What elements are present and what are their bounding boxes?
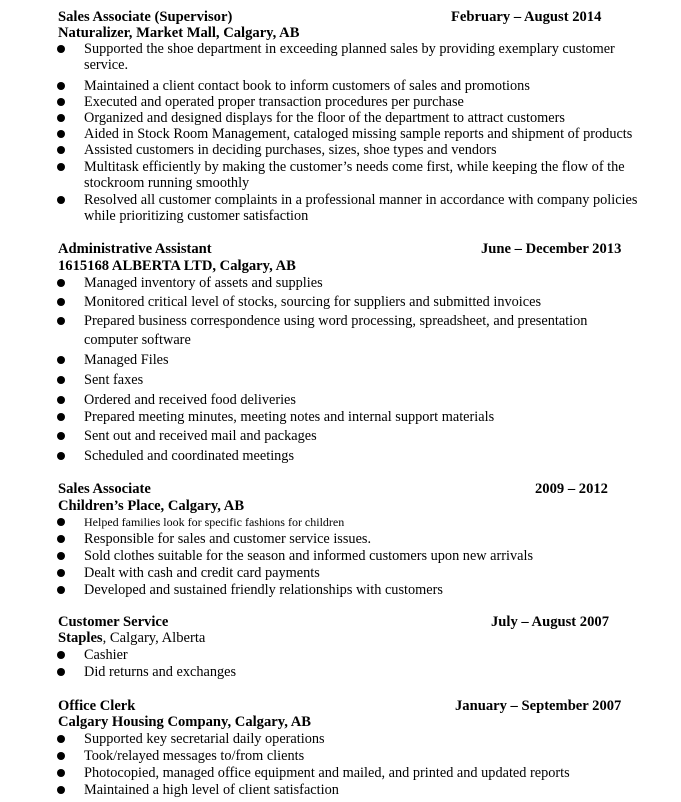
job-employer: Children’s Place, Calgary, AB <box>58 498 245 514</box>
list-item: Developed and sustained friendly relationships with customers <box>84 582 443 598</box>
list-item: Organized and designed displays for the floor of the department to attract customers <box>84 110 565 126</box>
list-item: Supported the shoe department in exceeding planned sales by providing exemplary customer <box>84 41 615 57</box>
bullet-icon <box>57 552 65 560</box>
list-item: Prepared business correspondence using word processing, spreadsheet, and presentation <box>84 313 588 329</box>
job-title: Sales Associate <box>58 481 151 497</box>
list-item-continuation: stockroom running smoothly <box>84 175 250 191</box>
bullet-icon <box>57 98 65 106</box>
list-item: Aided in Stock Room Management, cataloged missing sample reports and shipment of products <box>84 126 633 142</box>
employer-name: Staples <box>58 630 103 646</box>
list-item-continuation: service. <box>84 57 129 73</box>
bullet-icon <box>57 786 65 794</box>
job-title: Administrative Assistant <box>58 241 212 257</box>
employer-location: , Calgary, Alberta <box>102 630 206 646</box>
bullet-icon <box>57 279 65 287</box>
list-item: Cashier <box>84 647 128 663</box>
list-item: Scheduled and coordinated meetings <box>84 448 295 464</box>
bullet-icon <box>57 356 65 364</box>
bullet-icon <box>57 432 65 440</box>
bullet-icon <box>57 413 65 421</box>
list-item: Prepared meeting minutes, meeting notes and internal support materials <box>84 409 495 425</box>
list-item: Maintained a high level of client satisfaction <box>84 782 339 798</box>
list-item: Responsible for sales and customer service issues. <box>84 531 372 547</box>
bullet-icon <box>57 668 65 676</box>
list-item: Managed Files <box>84 352 169 368</box>
bullet-icon <box>57 114 65 122</box>
list-item: Executed and operated proper transaction procedures per purchase <box>84 94 464 110</box>
bullet-icon <box>57 298 65 306</box>
list-item: Did returns and exchanges <box>84 664 237 680</box>
list-item: Helped families look for specific fashions for children <box>84 515 345 529</box>
bullet-icon <box>57 376 65 384</box>
job-title: Sales Associate (Supervisor) <box>58 9 233 25</box>
job-employer: Calgary Housing Company, Calgary, AB <box>58 714 311 730</box>
bullet-icon <box>57 518 65 526</box>
bullet-icon <box>57 569 65 577</box>
job-employer <box>58 630 205 646</box>
bullet-icon <box>57 535 65 543</box>
job-dates: July – August 2007 <box>491 614 609 630</box>
bullet-icon <box>57 45 65 53</box>
list-item: Managed inventory of assets and supplies <box>84 275 323 291</box>
list-item: Sent out and received mail and packages <box>84 428 317 444</box>
list-item: Ordered and received food deliveries <box>84 392 296 408</box>
bullet-icon <box>57 163 65 171</box>
list-item: Took/relayed messages to/from clients <box>84 748 305 764</box>
list-item: Supported key secretarial daily operations <box>84 731 325 747</box>
list-item: Photocopied, managed office equipment and mailed, and printed and updated reports <box>84 765 570 781</box>
list-item-continuation: while prioritizing customer satisfaction <box>84 208 309 224</box>
job-employer: 1615168 ALBERTA LTD, Calgary, AB <box>58 258 296 274</box>
list-item: Sold clothes suitable for the season and informed customers upon new arrivals <box>84 548 534 564</box>
bullet-icon <box>57 82 65 90</box>
bullet-icon <box>57 196 65 204</box>
bullet-icon <box>57 396 65 404</box>
bullet-icon <box>57 735 65 743</box>
bullet-icon <box>57 769 65 777</box>
bullet-icon <box>57 651 65 659</box>
bullet-icon <box>57 146 65 154</box>
list-item: Multitask efficiently by making the customer’s needs come first, while keeping the flow of the <box>84 159 625 175</box>
bullet-icon <box>57 586 65 594</box>
bullet-icon <box>57 317 65 325</box>
job-dates: January – September 2007 <box>455 698 622 714</box>
list-item: Assisted customers in deciding purchases, sizes, shoe types and vendors <box>84 142 497 158</box>
job-title: Office Clerk <box>58 698 136 714</box>
bullet-icon <box>57 130 65 138</box>
list-item: Monitored critical level of stocks, sourcing for suppliers and submitted invoices <box>84 294 542 310</box>
bullet-icon <box>57 752 65 760</box>
bullet-icon <box>57 452 65 460</box>
list-item-continuation: computer software <box>84 332 191 348</box>
list-item: Sent faxes <box>84 372 144 388</box>
job-employer: Naturalizer, Market Mall, Calgary, AB <box>58 25 300 41</box>
job-title: Customer Service <box>58 614 169 630</box>
job-dates: 2009 – 2012 <box>535 481 608 497</box>
job-dates: February – August 2014 <box>451 9 602 25</box>
list-item: Resolved all customer complaints in a professional manner in accordance with company policies <box>84 192 638 208</box>
job-dates: June – December 2013 <box>481 241 622 257</box>
list-item: Maintained a client contact book to inform customers of sales and promotions <box>84 78 530 94</box>
list-item: Dealt with cash and credit card payments <box>84 565 320 581</box>
